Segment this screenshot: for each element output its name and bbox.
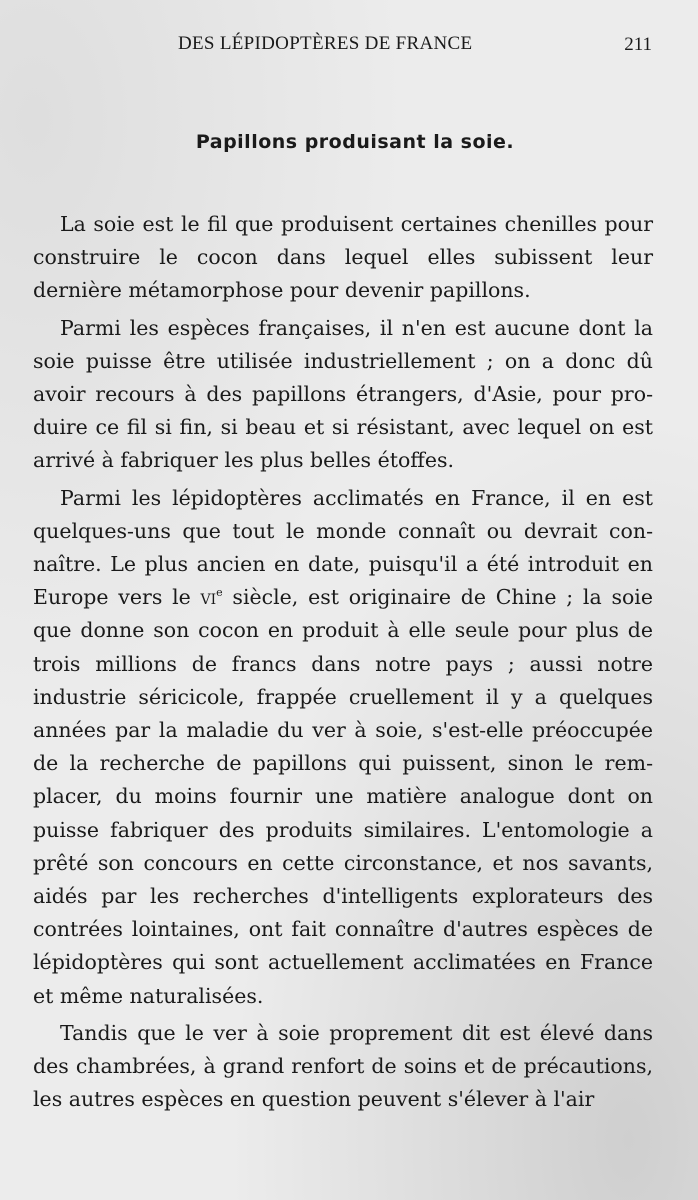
paragraph-1: La soie est le fil que produisent certaines chenilles pour construire le cocon dans lequel elles subissent leur dernière métamorphose pour devenir papillons. — [33, 212, 653, 303]
page-number: 211 — [624, 34, 652, 55]
century-numeral: vi — [200, 585, 217, 610]
paragraph-4: Tandis que le ver à soie proprement dit est élevé dans des chambrées, à grand renfort de soins et de précautions, les autres espèces en question peuvent s'élever à l'air — [33, 1020, 653, 1112]
running-head — [0, 33, 698, 57]
paragraph-3-part-1: Parmi les lépidoptères acclimatés en France, il en est quelques-uns que tout le monde connaît ou devrait connaître. Le plus ancien en date, puisqu'il a été introduit en Europe vers le — [33, 485, 653, 610]
section-heading: Papillons produisant la soie. — [195, 131, 515, 153]
paragraph-2: Parmi les espèces françaises, il n'en est aucune dont la soie puisse être utilisée industriellement ; on a donc dû avoir recours à des papillons étrangers, d'Asie, pour produire ce fil si fin, si beau et si résistant, avec lequel on est arrivé à fabriquer les plus belles étoffes. — [33, 315, 653, 473]
paragraph-3-part-2: siècle, est originaire de Chine ; la soie que donne son cocon en produit à elle seule pour plus de trois millions de francs dans notre pays ; aussi notre industrie séricicole, frappée cruellement il y a quelques années par la maladie du ver à soie, s'est-elle préoccupée de la recherche de papillons qui puissent, sinon le remplacer, du moins fournir une matière analogue dont on puisse fabriquer des produits similaires. L'entomologie a prêté son concours en cette circonstance, et nos savants, aidés par les recherches d'intelligents explorateurs des contrées lointaines, ont fait connaître d'autres espèces de lépidoptères qui sont actuellement acclimatées en France et même naturalisées. — [33, 585, 653, 1008]
paragraph-3 — [33, 482, 653, 1013]
running-title: DES LÉPIDOPTÈRES DE FRANCE — [178, 33, 473, 54]
body-text — [33, 208, 653, 1120]
century-suffix: e — [216, 586, 223, 600]
